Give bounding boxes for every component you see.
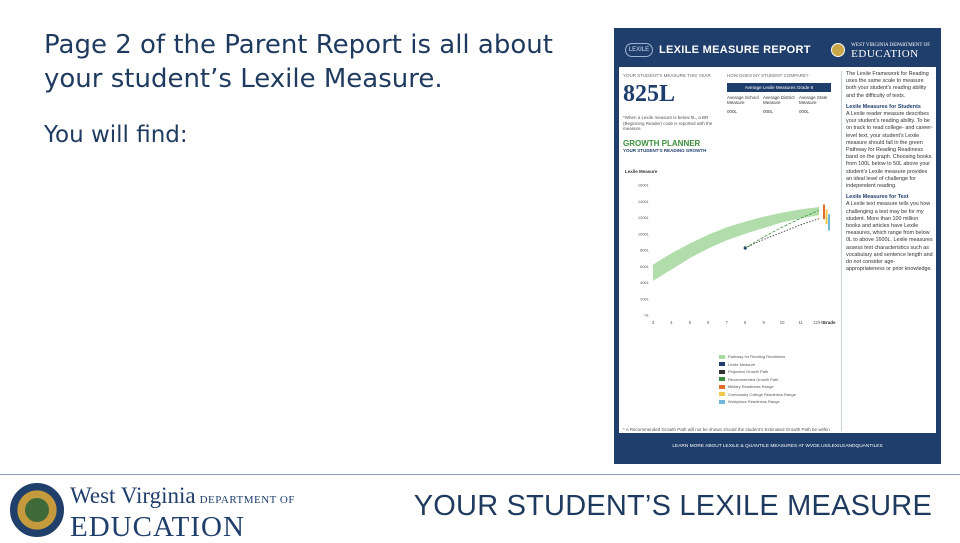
measure-value: 825L [623,81,676,107]
lexile-logo: LEXILE [625,43,653,57]
report-right-column [841,71,933,431]
chart-y-tick-label: 800L [640,247,649,253]
average-column [799,95,831,114]
chart-y-tick-label: 1000L [637,231,649,237]
report-header [619,33,936,67]
chart-y-tick-label: 1600L [637,182,649,188]
growth-chart [623,167,836,337]
report-left-column [623,71,836,432]
legend-item [719,383,796,391]
legend-item [719,398,796,406]
logo-line2: EDUCATION [70,511,245,543]
footer-title: YOUR STUDENT’S LEXILE MEASURE [413,490,932,522]
chart-y-tick-label: 1400L [637,198,649,204]
average-column-label: Average District Measure [763,95,795,105]
chart-x-tick-label: 5 [688,320,692,325]
average-measures-table [727,83,831,114]
slide-subheading: You will find: [44,122,188,148]
average-column-label: Average State Measure [799,95,828,105]
average-column [727,95,759,114]
average-column-label: Average School Measure [727,95,759,105]
chart-x-tick-label: 7 [725,320,728,325]
legend-swatch [719,362,725,366]
average-column-value: 000L [727,109,738,114]
legend-swatch [719,355,725,359]
average-column-value: 000L [799,109,810,114]
report-dept-small: WEST VIRGINIA DEPARTMENT OF [851,43,930,48]
chart-y-tick-label: 1200L [637,215,649,220]
chart-y-tick-label: 600L [640,263,649,269]
report-footer: LEARN MORE ABOUT LEXILE & QUANTILE MEASURES AT WVDE.US/LEXILEANDQUANTILES [619,433,936,459]
chart-x-tick-label: 3 [651,320,655,325]
right-section-heading: Lexile Measures for Students [846,103,921,110]
report-body [619,67,936,433]
readiness-range-bar [826,209,828,224]
average-column-value: 000L [763,109,774,114]
chart-x-tick-label: 9 [762,320,765,325]
slide-heading: Page 2 of the Parent Report is all about your student’s Lexile Measure. [44,30,553,94]
legend-label: Pathway for Reading Readiness [728,354,786,359]
legend-label: Projected Growth Path [728,369,769,374]
report-dept-logo [851,41,930,59]
average-column [763,95,795,114]
chart-x-tick-label: 8 [744,320,747,325]
average-table-columns [727,92,831,114]
chart-x-tick-label: 4 [670,320,673,325]
right-section-text: A Lexile text measure tells you how challenging a text may be for my student. More than 100 million books and articles have Lexile measures, which range from below 0L to above 1600L. Lexile measures assess text characteristics such as vocabulary and sentence length and do not consider age-appropriateness or prior knowledge. [846,201,933,273]
legend-swatch [719,400,725,404]
legend-item [719,353,796,361]
legend-item [719,368,796,376]
readiness-range-bar [828,214,830,230]
legend-label: Military Readiness Range [728,384,774,389]
chart-x-tick-label: 10 [779,320,785,325]
lexile-report-thumbnail [614,28,941,464]
legend-swatch [719,377,725,381]
growth-planner-logo: GROWTH PLANNER [623,139,701,148]
chart-legend [719,353,796,406]
report-footnote: * A Recommended Growth Path will not be shown should the student's Estimated Growth Path be within [623,427,830,432]
chart-y-tick-label: 200L [640,296,649,302]
legend-label: Recommended Growth Path [728,376,779,382]
logo-line1-suffix: DEPARTMENT OF [199,494,295,506]
measure-note: *When a Lexile measure is below 0L, a BR (Beginning Reader) code is reported with the measure. [623,115,713,131]
logo-line1: West Virginia [70,483,196,508]
compare-label: HOW DOES MY STUDENT COMPARE? [727,73,809,78]
chart-x-axis-label: Grade [822,320,836,325]
right-section-text: A Lexile reader measure describes your student's reading ability. To be on track to read college- and career-level text, your student's Lexile measure should fall in the green Pathway for Reading Readiness band on the graph. Choosing books from 100L below to 50L above your student's Lexile measure provides an ideal level of challenge for independent reading. [846,111,933,190]
legend-swatch [719,392,725,396]
chart-x-tick-label: 11 [798,320,803,325]
measure-label: YOUR STUDENT'S MEASURE THIS YEAR [623,73,711,78]
chart-y-axis-label: Lexile Measure [625,169,658,174]
right-section-heading: Lexile Measures for Text [846,194,909,201]
wv-seal-icon [831,43,845,57]
legend-swatch [719,385,725,389]
chart-x-tick-label: 6 [707,320,710,325]
legend-item [719,376,796,384]
legend-swatch [719,370,725,374]
seal-center [25,498,49,522]
report-title: LEXILE MEASURE REPORT [659,44,811,56]
wv-state-seal-icon [10,483,64,537]
reading-readiness-band [653,207,819,281]
legend-item [719,361,796,369]
legend-label: Community College Readiness Range [728,391,796,397]
growth-planner-subtitle: YOUR STUDENT'S READING GROWTH [623,148,707,153]
average-table-header: Average Lexile Measures Grade 8 [727,83,831,92]
wvde-logo [70,484,295,542]
chart-x-tick-label: 12/HS [813,320,825,325]
legend-label: Lexile Measure [728,361,756,367]
report-dept-big: EDUCATION [851,48,919,60]
chart-y-tick-label: 400L [640,280,649,285]
legend-label: Workplace Readiness Range [728,399,780,404]
legend-item [719,391,796,399]
growth-planner [623,139,743,153]
chart-y-tick-label: 0L [644,312,649,318]
readiness-range-bar [823,205,825,220]
right-section-text: The Lexile Framework for Reading uses the same scale to measure both your student's reading ability and the difficulty of texts. [846,71,929,99]
